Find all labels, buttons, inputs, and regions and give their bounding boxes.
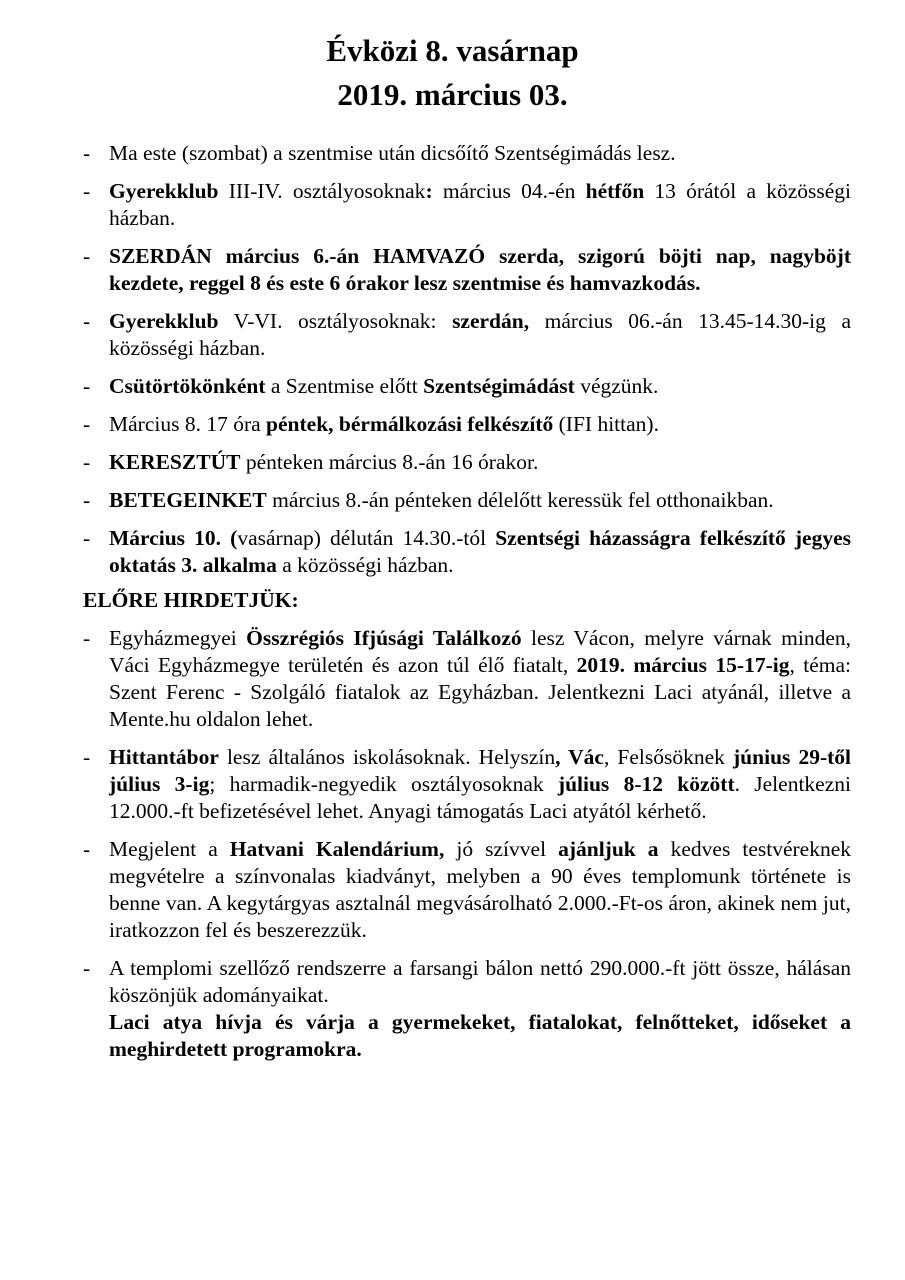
bullet-dash: -	[83, 412, 91, 436]
page-date: 2019. március 03.	[337, 77, 568, 112]
text: ; harmadik-negyedik osztályosoknak	[209, 772, 558, 796]
bold-text: szerdán,	[452, 309, 530, 333]
text: V-VI. osztályosoknak:	[218, 309, 453, 333]
text: március 8.-án pénteken délelőtt keressük fel otthonaikban.	[266, 488, 774, 512]
text: március 06.-án 13.45-14.30-ig a közösségi házban.	[109, 309, 851, 360]
bullet-dash: -	[83, 374, 91, 398]
bold-text: Gyerekklub	[109, 309, 219, 333]
bullet-dash: -	[83, 626, 91, 650]
bold-text: :	[425, 179, 433, 203]
text: március 04.-én	[432, 179, 586, 203]
text: a Szentmise előtt	[265, 374, 424, 398]
text: , téma: Szent Ferenc - Szolgáló fiatalok az Egyházban. Jelentkezni Laci atyánál, illetve a Mente.hu oldalon lehet.	[109, 653, 851, 731]
section-heading: ELŐRE HIRDETJÜK:	[83, 588, 299, 612]
bullet-dash: -	[83, 488, 91, 512]
text: kedves testvéreknek megvételre a színvonalas kiadványt, melyben a 90 éves templomunk története is benne van. A kegytárgyas asztalnál megvásárolható 2.000.-Ft-os áron, akinek nem jut, iratkozzon fel és beszerezzük.	[109, 837, 851, 942]
page-title: Évközi 8. vasárnap	[326, 33, 579, 68]
text: Egyházmegyei	[109, 626, 247, 650]
bold-text: BETEGEINKET	[109, 488, 267, 512]
list-item	[83, 955, 851, 1063]
text: Ma este (szombat) a szentmise után dicsőítő Szentségimádás lesz.	[109, 141, 676, 165]
announcement-list	[83, 140, 851, 579]
bold-text: KERESZTÚT	[109, 450, 241, 474]
bullet-dash: -	[83, 837, 91, 861]
bullet-dash: -	[83, 956, 91, 980]
bold-text: SZERDÁN március 6.-án HAMVAZÓ szerda, szigorú böjti nap, nagyböjt kezdete, reggel 8 és este 6 órakor lesz szentmise és hamvazkodás.	[109, 244, 851, 295]
bold-text: június 29-től július 3-ig	[109, 745, 852, 796]
bold-text: Szentségimádást	[423, 374, 575, 398]
announcement-content	[83, 140, 851, 1063]
list-item	[83, 178, 851, 232]
text: végzünk.	[574, 374, 659, 398]
list-item	[83, 625, 851, 733]
bullet-dash: -	[83, 141, 91, 165]
list-item	[83, 243, 851, 297]
text: Megjelent a	[109, 837, 230, 861]
list-item	[83, 487, 851, 514]
bold-text: Hatvani Kalendárium,	[229, 837, 445, 861]
advance-announcement-list	[83, 625, 851, 1063]
bold-text: Szentségi házasságra felkészítő jegyes oktatás 3. alkalma	[109, 526, 852, 577]
bullet-dash: -	[83, 309, 91, 333]
bullet-dash: -	[83, 450, 91, 474]
text: . Jelentkezni 12.000.-ft befizetésével lehet. Anyagi támogatás Laci atyától kérhető.	[109, 772, 851, 823]
list-item	[83, 373, 851, 400]
bullet-dash: -	[83, 244, 91, 268]
closing-note: Laci atya hívja és várja a gyermekeket, fiatalokat, felnőtteket, időseket a meghirdetett programokra.	[109, 1010, 851, 1061]
list-item	[83, 744, 851, 825]
bold-text: július 8-12 között	[557, 772, 735, 796]
bold-text: Március 10. (	[109, 526, 238, 550]
text: Március 8. 17 óra	[109, 412, 267, 436]
bold-text: péntek, bérmálkozási felkészítő	[266, 412, 554, 436]
bold-text: Hittantábor	[109, 745, 219, 769]
bold-text: Összrégiós Ifjúsági Találkozó	[246, 626, 522, 650]
bold-text: , Vác	[555, 745, 604, 769]
bold-text: 2019. március 15-17-ig	[576, 653, 790, 677]
text: , Felsősöknek	[603, 745, 734, 769]
list-item	[83, 525, 851, 579]
list-item	[83, 836, 851, 944]
text: pénteken március 8.-án 16 órakor.	[240, 450, 539, 474]
bold-text: ajánljuk a	[558, 837, 659, 861]
text: lesz Vácon, melyre várnak minden, Váci Egyházmegye területén és azon túl élő fiatalt,	[109, 626, 851, 677]
text: lesz általános iskolásoknak. Helyszín	[218, 745, 556, 769]
list-item	[83, 140, 851, 167]
bold-text: Gyerekklub	[109, 179, 219, 203]
list-item	[83, 449, 851, 476]
text: 13 órától a közösségi házban.	[109, 179, 851, 230]
list-item	[83, 308, 851, 362]
text: a közösségi házban.	[276, 553, 454, 577]
text: A templomi szellőző rendszerre a farsangi bálon nettó 290.000.-ft jött össze, hálásan köszönjük adományaikat.	[109, 956, 851, 1007]
text: (IFI hittan).	[553, 412, 659, 436]
text: III-IV. osztályosoknak	[218, 179, 426, 203]
bullet-dash: -	[83, 526, 91, 550]
text: jó szívvel	[444, 837, 559, 861]
bold-text: hétfőn	[585, 179, 645, 203]
bullet-dash: -	[83, 179, 91, 203]
list-item	[83, 411, 851, 438]
text: vasárnap) délután 14.30.-tól	[237, 526, 496, 550]
bullet-dash: -	[83, 745, 91, 769]
bold-text: Csütörtökönként	[109, 374, 266, 398]
